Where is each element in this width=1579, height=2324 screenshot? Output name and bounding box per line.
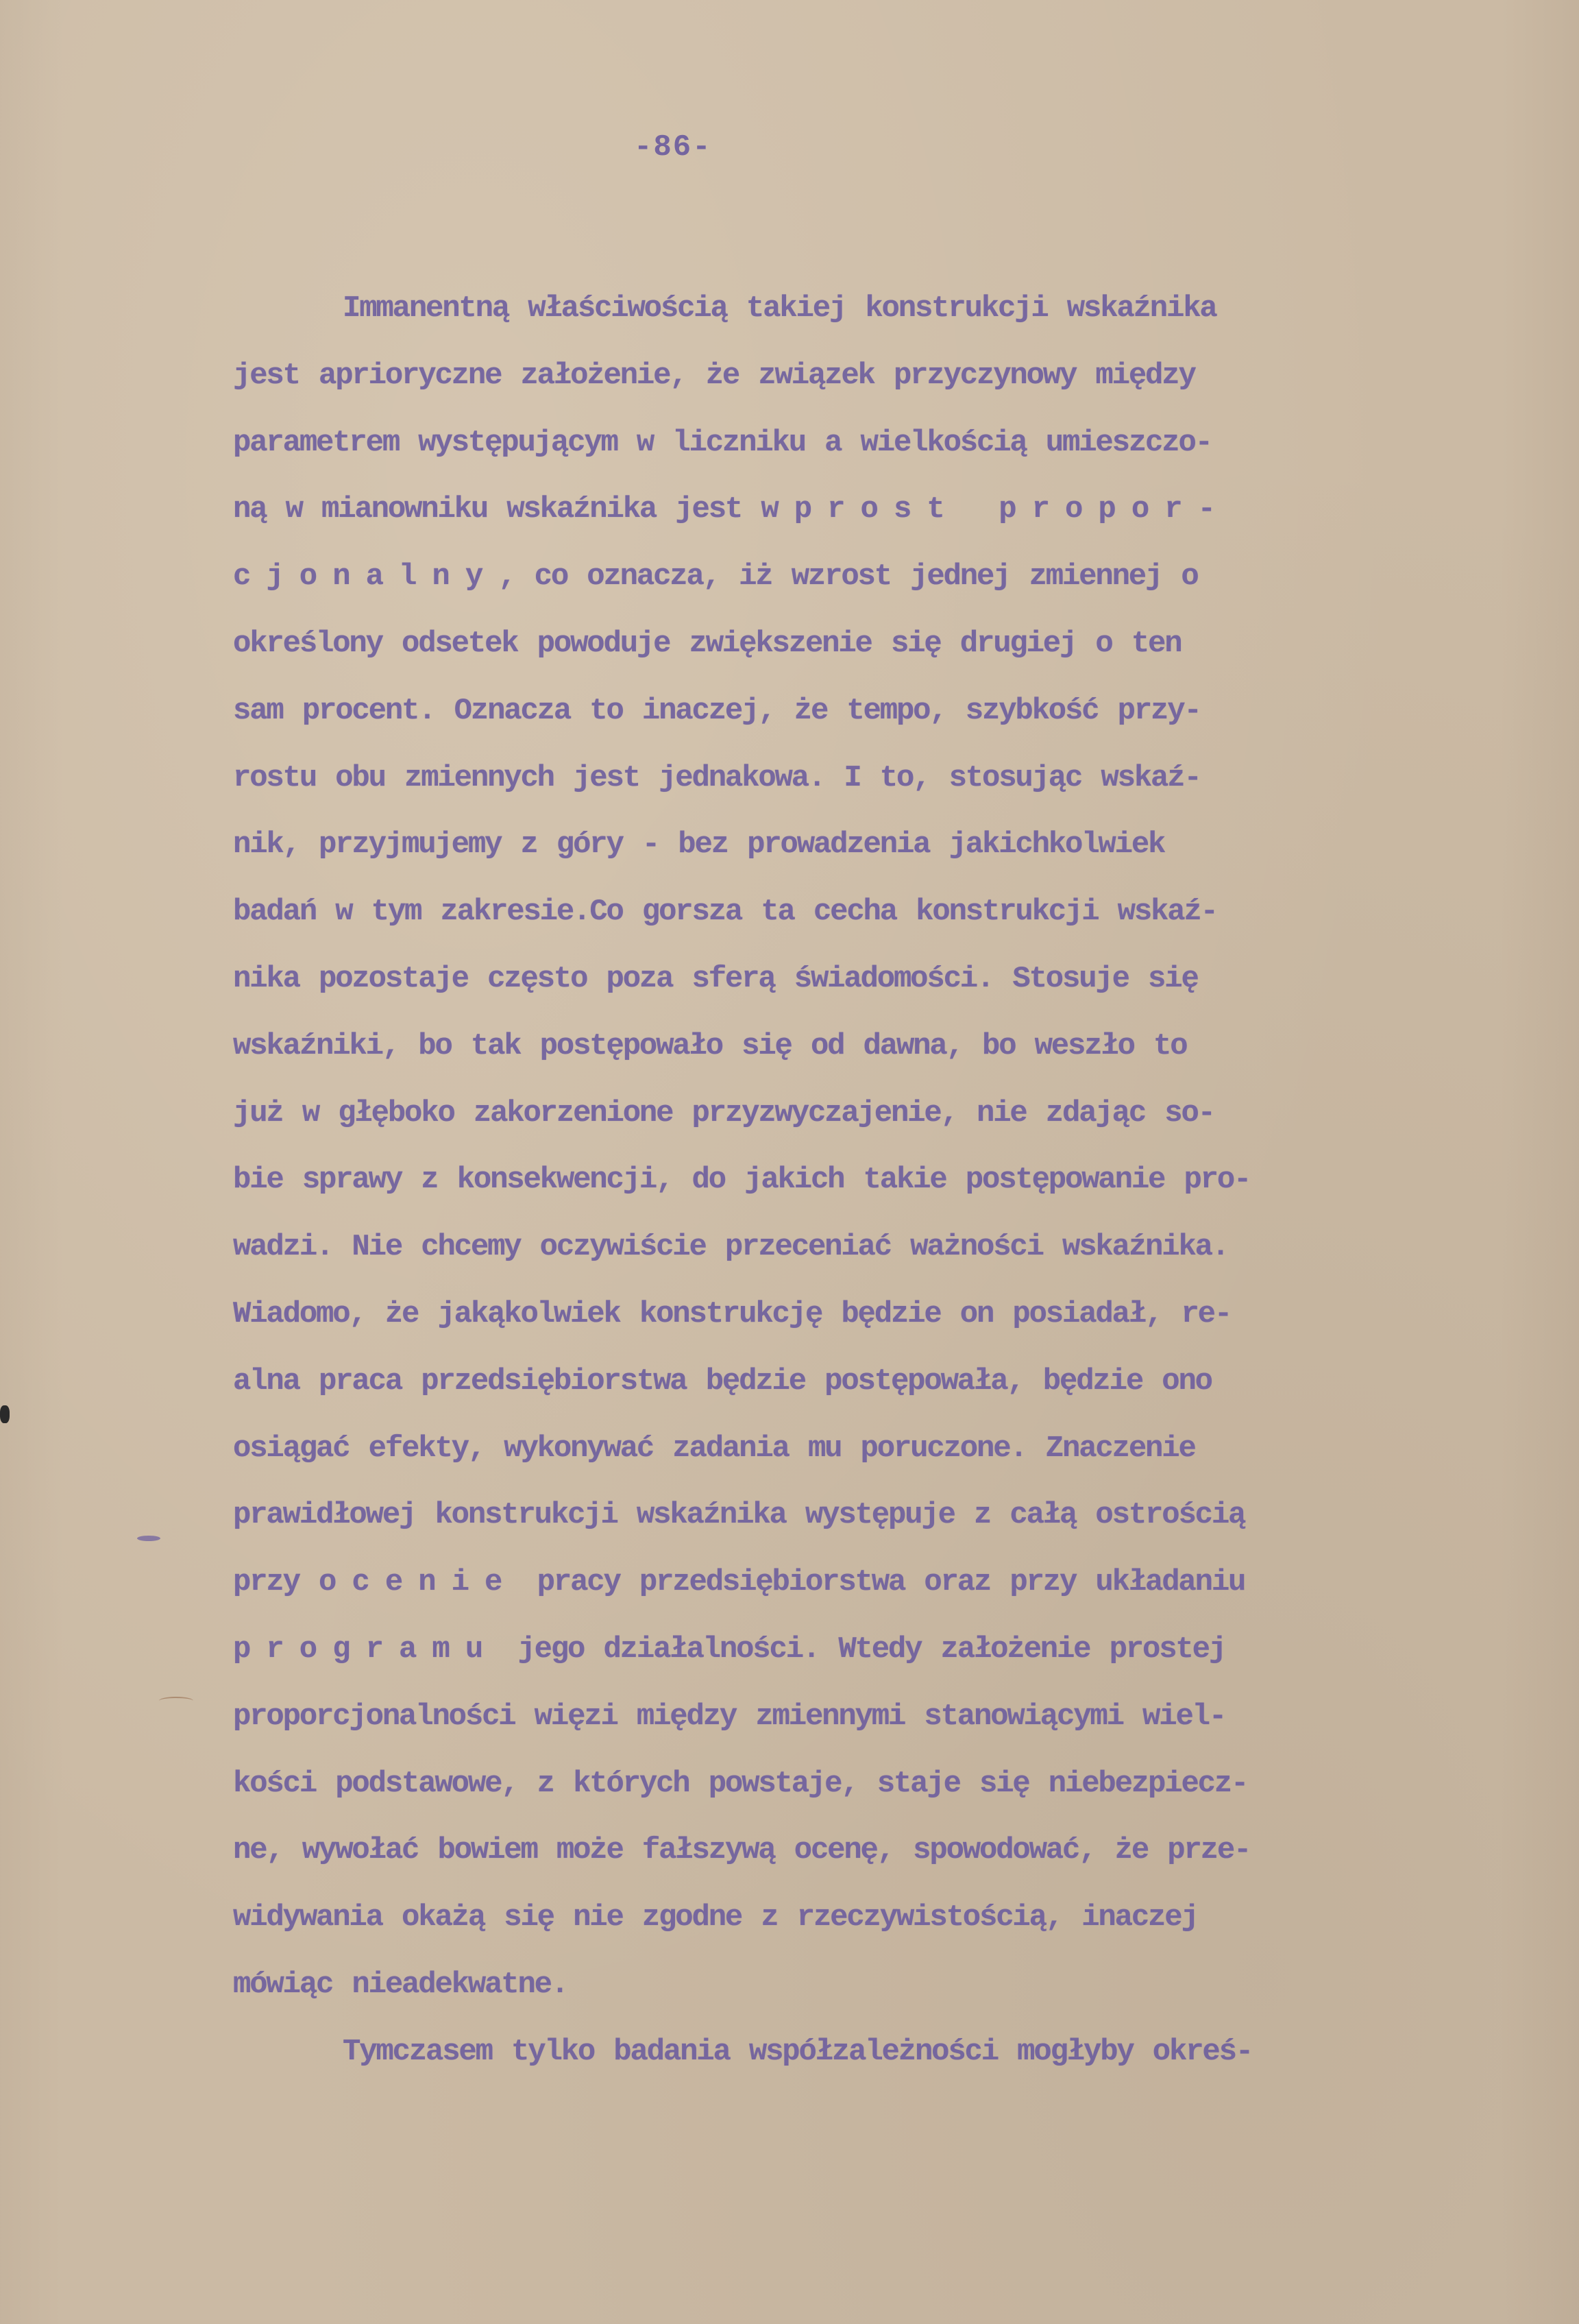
emphasized-spaced-text: ocenie [319, 1565, 518, 1600]
emphasized-spaced-text: cjonalny [233, 559, 499, 594]
text-segment: ną w mianowniku wskaźnika jest [233, 492, 761, 527]
text-segment [960, 492, 999, 526]
text-segment: widywania okażą się nie zgodne z rzeczywistością, inaczej [233, 1900, 1198, 1935]
text-segment: jest aprioryczne założenie, że związek przyczynowy między [233, 358, 1195, 393]
text-line [233, 1493, 1556, 1560]
text-segment: nik, przyjmujemy z góry - bez prowadzenia jakichkolwiek [233, 827, 1165, 862]
text-line [233, 1225, 1556, 1292]
text-line [233, 421, 1556, 488]
text-line [233, 1963, 1556, 2030]
text-segment: Wiadomo, że jakąkolwiek konstrukcję będzie on posiadał, re- [233, 1296, 1232, 1331]
text-segment: , co oznacza, iż wzrost jednej zmiennej o [498, 559, 1198, 594]
text-line [233, 555, 1556, 622]
text-line [233, 1627, 1556, 1695]
text-segment: prawidłowej konstrukcji wskaźnika występuje z całą ostrością [233, 1498, 1245, 1533]
text-line [233, 1359, 1556, 1427]
text-line [233, 1695, 1556, 1762]
text-line [233, 1427, 1556, 1494]
text-segment: ne, wywołać bowiem może fałszywą ocenę, spowodować, że prze- [233, 1833, 1251, 1868]
page-number: -86- [634, 130, 712, 165]
emphasized-spaced-text: propor- [999, 492, 1232, 527]
text-segment: pracy przedsiębiorstwa oraz przy układaniu [517, 1565, 1245, 1600]
text-segment: określony odsetek powoduje zwiększenie się drugiej o ten [233, 626, 1182, 661]
body-text [233, 287, 1556, 2097]
text-segment: proporcjonalności więzi między zmiennymi stanowiącymi wiel- [233, 1699, 1226, 1734]
text-line [233, 689, 1556, 756]
text-segment: nika pozostaje często poza sferą świadomości. Stosuje się [233, 961, 1198, 996]
text-segment: kości podstawowe, z których powstaje, staje się niebezpiecz- [233, 1766, 1248, 1801]
text-line [233, 1896, 1556, 1963]
text-line [233, 1024, 1556, 1091]
text-segment: osiągać efekty, wykonywać zadania mu poruczone. Znaczenie [233, 1431, 1195, 1466]
text-line [233, 1091, 1556, 1159]
text-line [233, 957, 1556, 1024]
text-line [233, 1762, 1556, 1829]
text-segment: rostu obu zmiennych jest jednakowa. I to, stosując wskaź- [233, 760, 1201, 795]
ink-blot-mark [0, 1405, 10, 1423]
text-line [233, 1828, 1556, 1896]
emphasized-spaced-text: programu [233, 1632, 499, 1667]
text-line [233, 890, 1556, 957]
ink-smudge-mark [137, 1536, 160, 1541]
text-line [233, 487, 1556, 555]
text-segment: sam procent. Oznacza to inaczej, że tempo, szybkość przy- [233, 693, 1201, 728]
text-line [233, 2030, 1556, 2097]
text-segment: parametrem występującym w liczniku a wielkością umieszczo- [233, 425, 1212, 460]
text-segment: wadzi. Nie chcemy oczywiście przeceniać ważności wskaźnika. [233, 1230, 1229, 1265]
text-line [233, 622, 1556, 689]
text-line [233, 354, 1556, 421]
text-segment: mówiąc nieadekwatne. [233, 1967, 568, 2002]
text-segment: Immanentną właściwością takiej konstrukcji wskaźnika [343, 291, 1216, 326]
text-line [233, 823, 1556, 890]
text-segment: jego działalności. Wtedy założenie prostej [498, 1632, 1226, 1667]
text-segment: alna praca przedsiębiorstwa będzie postępowała, będzie ono [233, 1364, 1212, 1399]
text-line [233, 287, 1556, 354]
text-segment: już w głęboko zakorzenione przyzwyczajenie, nie zdając so- [233, 1096, 1214, 1130]
text-line [233, 1560, 1556, 1627]
text-line [233, 1292, 1556, 1359]
text-line [233, 1158, 1556, 1225]
text-segment: przy [233, 1565, 319, 1600]
text-segment: Tymczasem tylko badania współzależności mogłyby okreś- [343, 2034, 1253, 2069]
fiber-mark [159, 1697, 193, 1705]
text-segment: bie sprawy z konsekwencji, do jakich takie postępowanie pro- [233, 1163, 1251, 1198]
text-line [233, 756, 1556, 823]
text-segment: badań w tym zakresie.Co gorsza ta cecha konstrukcji wskaź- [233, 895, 1217, 930]
emphasized-spaced-text: wprost [761, 492, 960, 527]
text-segment: wskaźniki, bo tak postępowało się od dawna, bo weszło to [233, 1028, 1187, 1063]
